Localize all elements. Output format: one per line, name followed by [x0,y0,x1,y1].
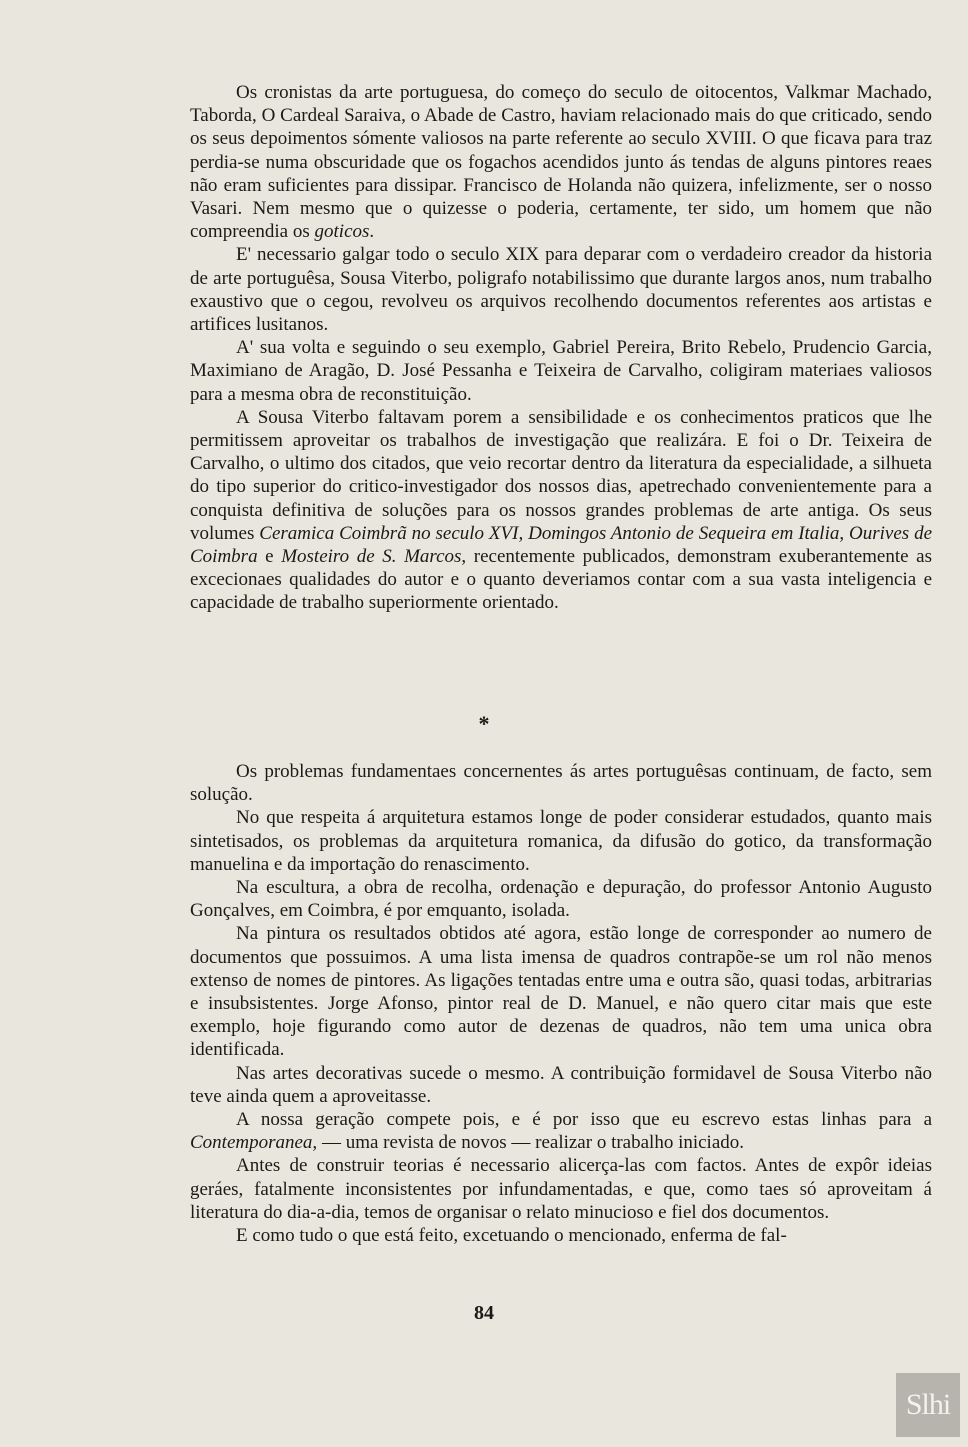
library-watermark-logo: Slhi [896,1373,960,1437]
paragraph [190,81,932,243]
italic-title: goticos [314,221,370,243]
paragraph [190,806,932,876]
section-divider: * [478,711,490,736]
paragraph [190,336,932,406]
italic-title: Mosteiro de S. Marcos [281,546,462,568]
text-run: Os problemas fundamentaes concernentes ás artes portuguêsas continuam, de facto, sem solução. [190,761,932,806]
paragraph [190,406,932,615]
italic-title: Ourives de Coimbra [190,522,933,568]
text-run: Os cronistas da arte portuguesa, do começo do seculo de oitocentos, Valkmar Machado, Taborda, O Cardeal Saraiva, o Abade de Castro, haviam relacionado mais do que criticado, sendo os seus depoimentos sómente valiosos na parte referente ao seculo XVIII. O que ficava para traz perdia-se numa obscuridade que os fogachos acendidos junto ás tendas de alguns pintores reaes não eram suficientes para dissipar. Francisco de Holanda não quizera, infelizmente, ser o nosso Vasari. Nem mesmo que o quizesse o poderia, certamente, ter sido, um homem que não compreendia os [190,82,932,243]
section-2-text [190,760,932,1247]
text-run: E como tudo o que está feito, excetuando o mencionado, enferma de fal- [236,1225,787,1247]
text-run: Na pintura os resultados obtidos até agora, estão longe de corresponder ao numero de documentos que possuimos. A uma lista imensa de quadros contrapõe-se um rol não menos extenso de nomes de pintores. As ligações tentadas entre uma e outra são, quasi todas, arbitrarias e insubsistentes. Jorge Afonso, pintor real de D. Manuel, e não quero citar mais que este exemplo, hoje figurando como autor de dezenas de quadros, não tem uma unica obra identificada. [190,923,932,1061]
text-run: — uma revista de novos — realizar o trabalho iniciado. [317,1132,745,1154]
text-run: Na escultura, a obra de recolha, ordenação e depuração, do professor Antonio Augusto Gonçalves, em Coimbra, é por emquanto, isolada. [190,877,932,922]
text-run: A' sua volta e seguindo o seu exemplo, Gabriel Pereira, Brito Rebelo, Prudencio Garcia, Maximiano de Aragão, D. José Pessanha e Teixeira de Carvalho, coligiram materiaes valiosos para a mesma obra de reconstituição. [190,337,932,405]
text-run: . [369,221,375,243]
text-run: No que respeita á arquitetura estamos longe de poder considerar estudados, quanto mais sintetisados, os problemas da arquitetura romanica, da difusão do gotico, da transformação manuelina e da importação do renascimento. [190,807,932,875]
section-1-text [190,81,932,615]
text-run: Antes de construir teorias é necessario alicerça-las com factos. Antes de expôr ideias geráes, fatalmente inconsistentes por infundamentadas, e que, como taes só aproveitam á literatura do dia-a-dia, temos de organisar o relato minucioso e fiel dos documentos. [190,1155,932,1223]
text-run: e [257,546,282,568]
paragraph [190,1154,932,1224]
italic-title: Ceramica Coimbrã no seculo XVI, Domingos Antonio de Sequeira em Italia [259,522,840,544]
paragraph [190,1224,932,1247]
text-run: A nossa geração compete pois, e é por isso que eu escrevo estas linhas para a [236,1109,932,1131]
text-run: , recentemente publicados, demonstram exuberantemente as excecionaes qualidades do autor e o quanto deveriamos contar com a sua vasta inteligencia e capacidade de trabalho superiormente orientado. [190,546,932,614]
paragraph [190,1108,932,1154]
paragraph [190,876,932,922]
paragraph [190,243,932,336]
paragraph [190,760,932,806]
paragraph [190,1062,932,1108]
text-run: , [839,522,850,544]
italic-title: Contemporanea, [190,1132,318,1154]
text-run: Nas artes decorativas sucede o mesmo. A contribuição formidavel de Sousa Viterbo não teve ainda quem a aproveitasse. [190,1062,932,1107]
text-run: A Sousa Viterbo faltavam porem a sensibilidade e os conhecimentos praticos que lhe permitissem aproveitar os trabalhos de investigação que realizára. E foi o Dr. Teixeira de Carvalho, o ultimo dos citados, que veio recortar dentro da literatura da especialidade, a silhueta do tipo superior do critico-investigador dos nossos dias, apetrechado convenientemente para a conquista definitiva de soluções para os nossos grandes problemas de arte antiga. Os seus volumes [190,406,932,544]
text-run: E' necessario galgar todo o seculo XIX para deparar com o verdadeiro creador da historia de arte portuguêsa, Sousa Viterbo, poligrafo notabilissimo que durante largos anos, num trabalho exaustivo que o cegou, revolveu os arquivos recolhendo documentos referentes aos artistas e artifices lusitanos. [190,244,932,336]
page-number: 84 [474,1302,494,1324]
paragraph [190,922,932,1061]
